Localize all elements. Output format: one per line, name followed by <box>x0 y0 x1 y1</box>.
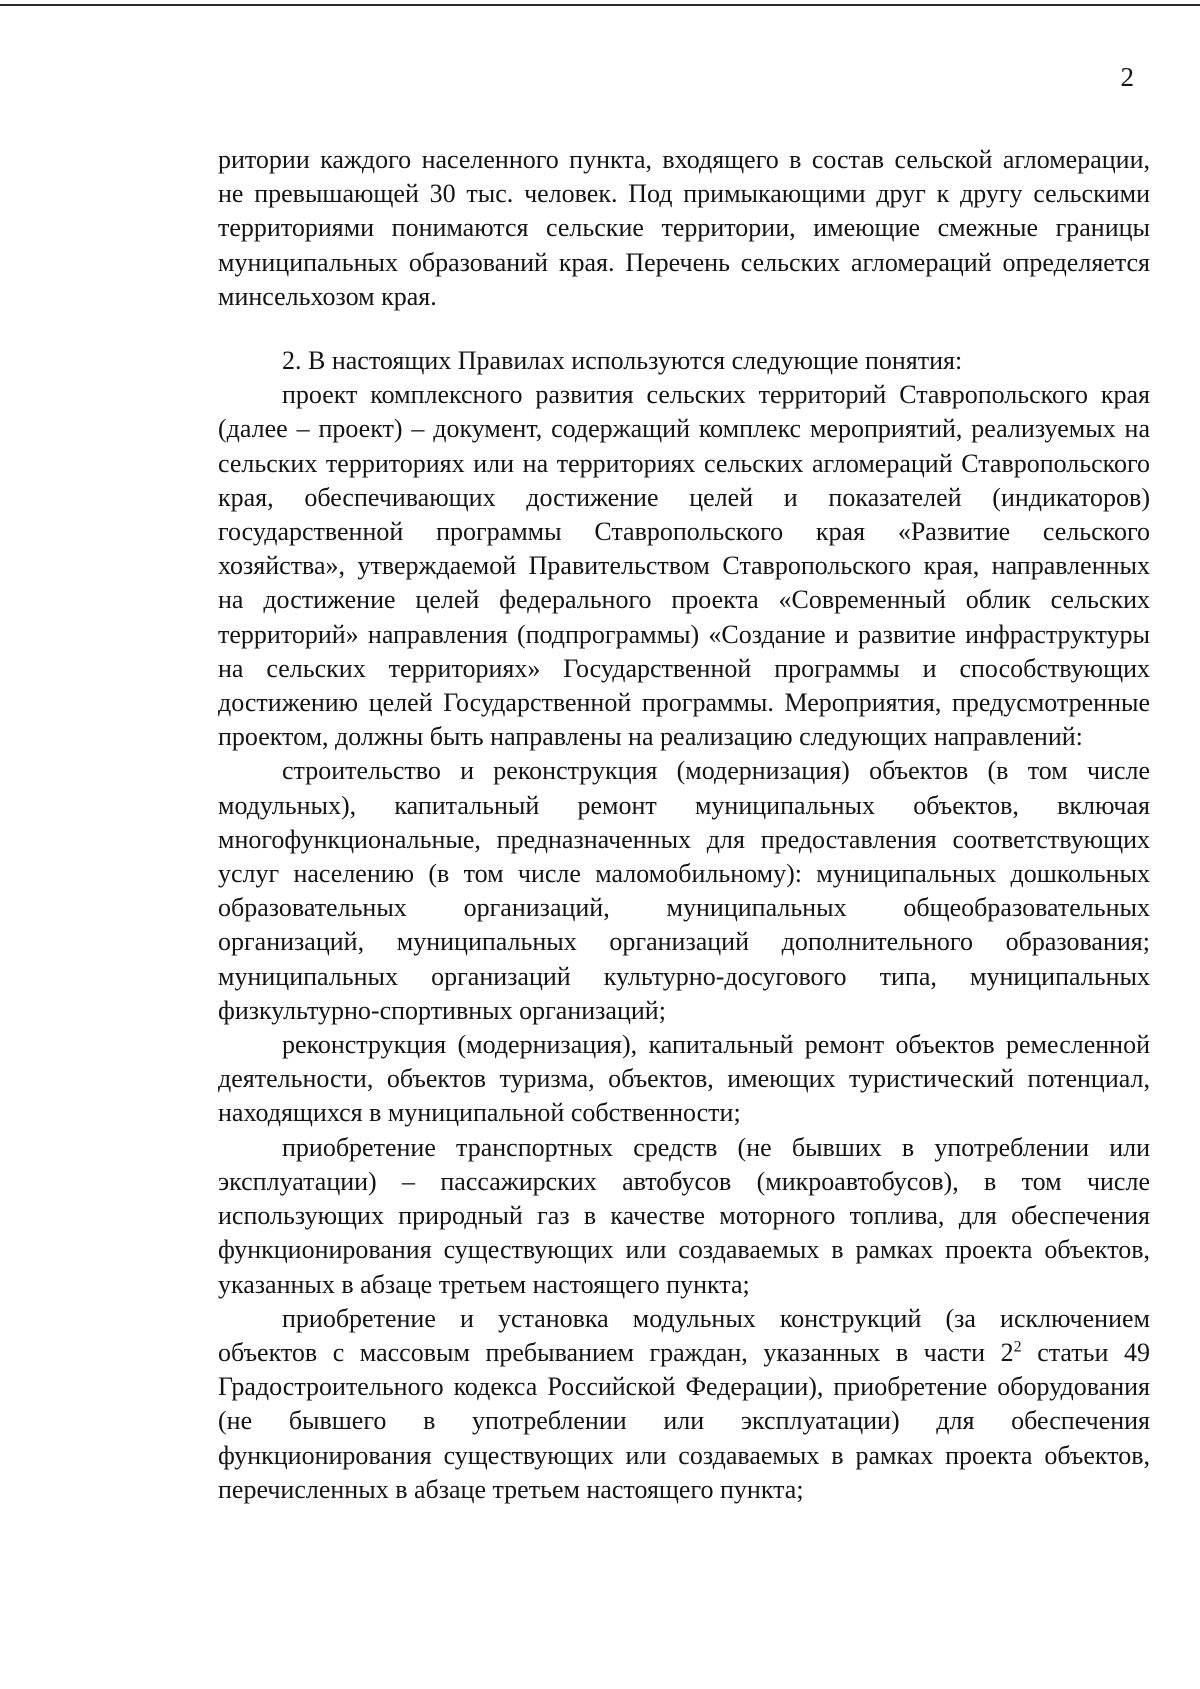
paragraph-modular <box>218 1302 1150 1507</box>
paragraph-reconstruction: реконструкция (модернизация), капитальный ремонт объектов ремесленной деятельности, объектов туризма, объектов, имеющих туристический потенциал, находящихся в муниципальной собственности; <box>218 1030 1150 1128</box>
paragraph-definitions-intro: 2. В настоящих Правилах используются следующие понятия: <box>282 346 963 376</box>
document-body <box>218 143 1150 1507</box>
paragraph-project-definition: проект комплексного развития сельских территорий Ставропольского края (далее – проект) – документ, содержащий комплекс мероприятий, реализуемых на сельских территориях или на территориях сельских агломераций Ставропольского края, обеспечивающих достижение целей и показателей (индикаторов) государственной программы Ставропольского края «Развитие сельского хозяйства», утверждаемой Правительством Ставропольского края, направленных на достижение целей федерального проекта «Современный облик сельских территорий» направления (подпрограммы) «Создание и развитие инфраструктуры на сельских территориях» Государственной программы и способствующих достижению целей Государственной программы. Мероприятия, предусмотренные проектом, должны быть направлены на реализацию следующих направлений: <box>218 380 1150 752</box>
paragraph-transport: приобретение транспортных средств (не бывших в употреблении или эксплуатации) – пассажирских автобусов (микроавтобусов), в том числе использующих природный газ в качестве моторного топлива, для обеспечения функционирования существующих или создаваемых в рамках проекта объектов, указанных в абзаце третьем настоящего пункта; <box>218 1132 1150 1299</box>
page-top-border <box>0 4 1200 6</box>
paragraph-modular-text-end: статьи 49 Градостроительного кодекса Российской Федерации), приобретение оборудования (не бывшего в употреблении или эксплуатации) для обеспечения функционирования существующих или создаваемых в рамках проекта объектов, перечисленных в абзаце третьем настоящего пункта; <box>218 1337 1150 1504</box>
paragraph-modular-text-start: приобретение и установка модульных конструкций (за исключением объектов с массовым пребыванием граждан, указанных в части 2 <box>218 1303 1150 1367</box>
page-number: 2 <box>1120 62 1134 92</box>
paragraph-construction: строительство и реконструкция (модернизация) объектов (в том числе модульных), капитальный ремонт муниципальных объектов, включая многофункциональные, предназначенных для предоставления соответствующих услуг населению (в том числе маломобильному): муниципальных дошкольных образовательных организаций, муниципальных общеобразовательных организаций, муниципальных организаций дополнительного образования; муниципальных организаций культурно-досугового типа, муниципальных физкультурно-спортивных организаций; <box>218 756 1150 1025</box>
superscript-reference: 2 <box>1013 1338 1022 1356</box>
paragraph-continuation: ритории каждого населенного пункта, входящего в состав сельской агломерации, не превышающей 30 тыс. человек. Под примыкающими друг к другу сельскими территориями понимаются сельские территории, имеющие смежные границы муниципальных образований края. Перечень сельских агломераций определяется минсельхозом края. <box>218 145 1150 311</box>
